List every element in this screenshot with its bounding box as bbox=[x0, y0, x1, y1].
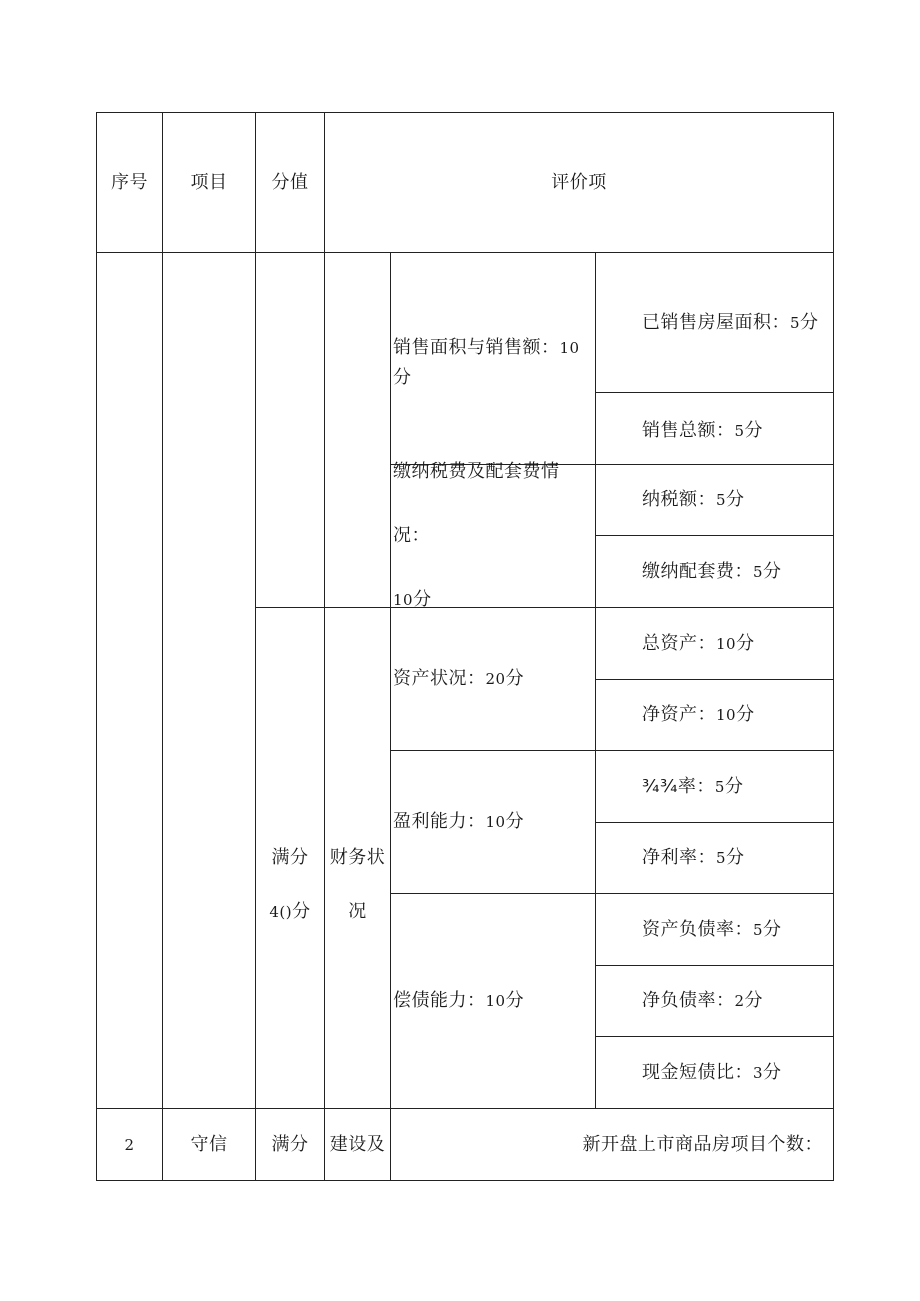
profitability-num: 10 bbox=[485, 813, 506, 831]
assets-unit: 分 bbox=[505, 668, 525, 689]
profitability-label: 盈利能力： bbox=[393, 811, 486, 832]
debt-asset-ratio-cell bbox=[596, 894, 833, 965]
header-item-label: 项目 bbox=[190, 171, 228, 193]
tax-fee-cell bbox=[391, 461, 595, 610]
sales-area-points: 10 bbox=[559, 338, 580, 357]
row2-category: 建设及 bbox=[329, 1133, 386, 1155]
finance-category-line2: 况 bbox=[348, 901, 367, 922]
tax-fee-label: 缴纳税费及配套费情况： bbox=[393, 461, 560, 546]
total-assets-label: 总资产： bbox=[642, 632, 716, 654]
solvency-num: 10 bbox=[485, 992, 506, 1010]
cash-short-debt-num: 3 bbox=[753, 1063, 764, 1082]
finance-full-score-num: 4() bbox=[269, 903, 293, 921]
ratio-garbled-num: 5 bbox=[714, 777, 725, 796]
net-profit-rate-num: 5 bbox=[716, 849, 727, 867]
solvency-cell bbox=[391, 894, 595, 1108]
tax-paid-label: 纳税额： bbox=[642, 489, 716, 510]
supporting-fee-cell bbox=[596, 536, 833, 607]
cash-short-debt-unit: 分 bbox=[763, 1061, 782, 1083]
ratio-garbled-unit: 分 bbox=[724, 775, 744, 797]
net-assets-num: 10 bbox=[716, 706, 737, 724]
table-border-bottom bbox=[96, 1180, 834, 1181]
ratio-garbled-cell bbox=[596, 751, 833, 822]
sales-area-cell bbox=[391, 253, 595, 464]
supporting-fee-unit: 分 bbox=[763, 560, 782, 582]
header-seq-label: 序号 bbox=[111, 171, 148, 193]
sales-area-label: 销售面积与销售额： bbox=[393, 336, 560, 358]
profitability-unit: 分 bbox=[505, 811, 525, 832]
net-debt-ratio-num: 2 bbox=[734, 992, 745, 1010]
row2-item-cell bbox=[163, 1109, 255, 1180]
tax-paid-unit: 分 bbox=[726, 489, 745, 510]
tax-fee-text bbox=[393, 440, 595, 632]
debt-asset-ratio-num: 5 bbox=[753, 920, 764, 939]
table-border-left bbox=[96, 112, 97, 1181]
ratio-garbled-label: ¾¾率： bbox=[642, 775, 715, 797]
profitability-cell bbox=[391, 751, 595, 893]
tax-paid-cell bbox=[596, 465, 833, 535]
net-assets-label: 净资产： bbox=[642, 704, 716, 725]
solvency-unit: 分 bbox=[505, 990, 525, 1011]
sales-area-text bbox=[393, 333, 580, 393]
row2-item: 守信 bbox=[190, 1133, 228, 1155]
net-debt-ratio-unit: 分 bbox=[744, 990, 764, 1011]
row2-evaluation-cell bbox=[391, 1109, 833, 1180]
total-assets-unit: 分 bbox=[736, 632, 755, 654]
total-assets-num: 10 bbox=[716, 634, 737, 653]
sold-area-cell bbox=[596, 253, 833, 392]
assets-label: 资产状况： bbox=[393, 668, 486, 689]
sold-area-label: 已销售房屋面积： bbox=[642, 311, 790, 333]
row2-score: 满分 bbox=[271, 1133, 309, 1155]
net-assets-unit: 分 bbox=[736, 704, 755, 725]
cash-short-debt-cell bbox=[596, 1037, 833, 1108]
cash-short-debt-label: 现金短债比： bbox=[642, 1061, 753, 1083]
debt-asset-ratio-unit: 分 bbox=[763, 918, 782, 940]
tax-fee-num: 10 bbox=[393, 591, 414, 609]
header-seq bbox=[97, 113, 162, 252]
tax-fee-unit: 分 bbox=[413, 589, 432, 610]
sales-total-cell bbox=[596, 393, 833, 464]
row2-seq-cell bbox=[97, 1109, 162, 1180]
sales-total-num: 5 bbox=[734, 421, 745, 440]
debt-asset-ratio-label: 资产负债率： bbox=[642, 918, 753, 940]
sales-total-unit: 分 bbox=[744, 419, 764, 441]
finance-full-score-unit: 分 bbox=[292, 901, 311, 922]
total-assets-cell bbox=[596, 608, 833, 679]
net-profit-rate-cell bbox=[596, 823, 833, 893]
tax-paid-num: 5 bbox=[716, 491, 727, 509]
assets-num: 20 bbox=[485, 670, 506, 688]
supporting-fee-label: 缴纳配套费： bbox=[642, 560, 753, 582]
net-assets-cell bbox=[596, 680, 833, 750]
sales-total-label: 销售总额： bbox=[642, 419, 735, 441]
sold-area-num: 5 bbox=[790, 313, 801, 332]
net-debt-ratio-cell bbox=[596, 966, 833, 1036]
finance-category-cell bbox=[325, 608, 390, 1108]
net-profit-rate-unit: 分 bbox=[726, 847, 745, 868]
header-score-label: 分值 bbox=[271, 171, 309, 193]
assets-cell bbox=[391, 608, 595, 750]
row2-category-cell bbox=[325, 1109, 390, 1180]
finance-full-score-cell bbox=[256, 608, 324, 1108]
header-evaluation-label: 评价项 bbox=[551, 171, 607, 193]
header-item bbox=[163, 113, 255, 252]
solvency-label: 偿债能力： bbox=[393, 990, 486, 1011]
sold-area-unit: 分 bbox=[800, 311, 819, 333]
col-divider bbox=[162, 112, 163, 1181]
net-profit-rate-label: 净利率： bbox=[642, 847, 716, 868]
finance-full-score-line1: 满分 bbox=[271, 847, 309, 868]
finance-category-line1: 财务状 bbox=[329, 847, 386, 868]
sales-area-unit: 分 bbox=[393, 366, 412, 388]
row2-seq: 2 bbox=[124, 1135, 135, 1154]
net-debt-ratio-label: 净负债率： bbox=[642, 990, 735, 1011]
header-evaluation bbox=[325, 113, 833, 252]
finance-full-score-line2 bbox=[269, 885, 310, 939]
row2-evaluation: 新开盘上市商品房项目个数： bbox=[582, 1133, 823, 1155]
header-score bbox=[256, 113, 324, 252]
table-border-right bbox=[833, 112, 834, 1181]
row2-score-cell bbox=[256, 1109, 324, 1180]
supporting-fee-num: 5 bbox=[753, 562, 764, 581]
